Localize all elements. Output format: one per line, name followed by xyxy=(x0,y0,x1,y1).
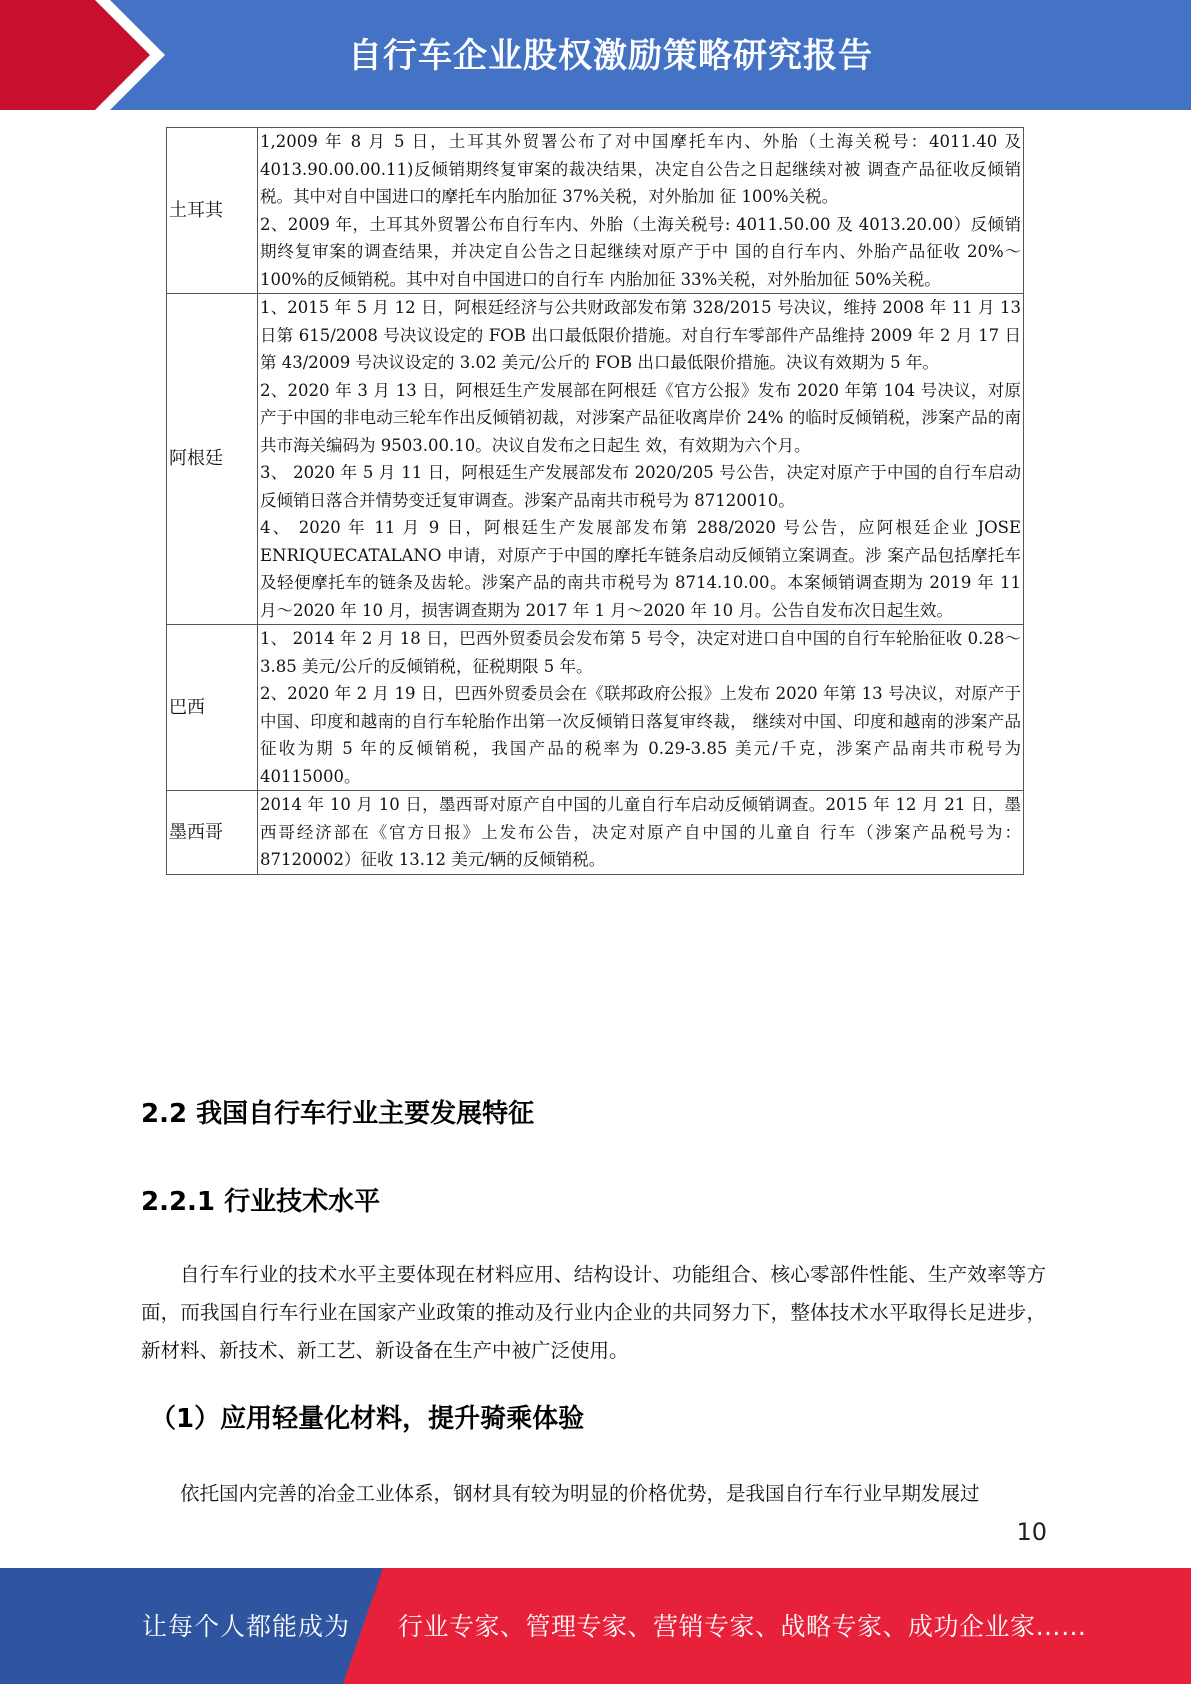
country-cell: 土耳其 xyxy=(167,128,258,294)
measure-paragraph: 1、2015 年 5 月 12 日，阿根廷经济与公共财政部发布第 328/2015 号决议，维持 2008 年 11 月 13 日第 615/2008 号决议设定的 FOB 出口最低限价措施。对自行车零部件产品维持 2009 年 2 月 17 日第 43/2009 号决议设定的 3.02 美元/公斤的 FOB 出口最低限价措施。决议有效期为 5 年。 xyxy=(260,298,1021,372)
country-cell: 巴西 xyxy=(167,625,258,791)
measures-cell xyxy=(258,625,1024,791)
section-heading-2-2: 2.2 我国自行车行业主要发展特征 xyxy=(141,1099,535,1129)
table-row xyxy=(167,625,1024,791)
country-cell: 墨西哥 xyxy=(167,791,258,875)
page-number: 10 xyxy=(1016,1518,1047,1546)
measure-paragraph: 1,2009 年 8 月 5 日，土耳其外贸署公布了对中国摩托车内、外胎（土海关税号：4011.40 及 4013.90.00.00.11)反倾销期终复审案的裁决结果，决定自公告之日起继续对被 调查产品征收反倾销税。其中对自中国进口的摩托车内胎加征 37%关税，对外胎加 征 100%关税。 xyxy=(260,132,1021,206)
measure-paragraph: 2、2020 年 2 月 19 日，巴西外贸委员会在《联邦政府公报》上发布 2020 年第 13 号决议，对原产于中国、印度和越南的自行车轮胎作出第一次反倾销日落复审终裁， 继续对中国、印度和越南的涉案产品征收为期 5 年的反倾销税，我国产品的税率为 0.29-3.85 美元/千克，涉案产品南共市税号为 40115000。 xyxy=(260,684,1021,786)
measure-paragraph: 2、2020 年 3 月 13 日，阿根廷生产发展部在阿根廷《官方公报》发布 2020 年第 104 号决议，对原产于中国的非电动三轮车作出反倾销初裁，对涉案产品征收离岸价 24% 的临时反倾销税，涉案产品的南共市海关编码为 9503.00.10。决议自发布之日起生 效，有效期为六个月。 xyxy=(260,380,1021,455)
measures-cell xyxy=(258,128,1024,294)
subsection-heading-1: （1）应用轻量化材料，提升骑乘体验 xyxy=(150,1404,585,1434)
footer-slogan-right: 行业专家、管理专家、营销专家、战略专家、成功企业家…… xyxy=(398,1612,1087,1641)
measure-paragraph: 2、2009 年，土耳其外贸署公布自行车内、外胎（土海关税号: 4011.50.00 及 4013.20.00）反倾销期终复审案的调查结果，并决定自公告之日起继续对原产于中 国的自行车内、外胎产品征收 20%～100%的反倾销税。其中对自中国进口的自行车 内胎加征 33%关税，对外胎加征 50%关税。 xyxy=(260,214,1021,289)
country-cell: 阿根廷 xyxy=(167,294,258,625)
measure-paragraph: 3、 2020 年 5 月 11 日，阿根廷生产发展部发布 2020/205 号公告，决定对原产于中国的自行车启动反倾销日落合并情势变迁复审调查。涉案产品南共市税号为 87120010。 xyxy=(260,463,1021,510)
measure-paragraph: 1、 2014 年 2 月 18 日，巴西外贸委员会发布第 5 号令，决定对进口自中国的自行车轮胎征收 0.28～3.85 美元/公斤的反倾销税，征税期限 5 年。 xyxy=(260,629,1021,676)
table-row xyxy=(167,128,1024,294)
body-paragraph-tech-level: 自行车行业的技术水平主要体现在材料应用、结构设计、功能组合、核心零部件性能、生产效率等方面，而我国自行车行业在国家产业政策的推动及行业内企业的共同努力下，整体技术水平取得长足进步，新材料、新技术、新工艺、新设备在生产中被广泛使用。 xyxy=(141,1263,1046,1362)
measures-cell xyxy=(258,294,1024,625)
table-row xyxy=(167,791,1024,875)
measure-paragraph: 4、 2020 年 11 月 9 日，阿根廷生产发展部发布第 288/2020 号公告，应阿根廷企业 JOSE ENRIQUECATALANO 申请，对原产于中国的摩托车链条启动反倾销立案调查。涉 案产品包括摩托车及轻便摩托车的链条及齿轮。涉案产品的南共市税号为 8714.10.00。本案倾销调查期为 2019 年 11 月～2020 年 10 月，损害调查期为 2017 年 1 月～2020 年 10 月。公告自发布次日起生效。 xyxy=(260,518,1021,620)
measures-cell xyxy=(258,791,1024,875)
header-title: 自行车企业股权激励策略研究报告 xyxy=(348,36,873,76)
measure-paragraph: 2014 年 10 月 10 日，墨西哥对原产自中国的儿童自行车启动反倾销调查。2015 年 12 月 21 日，墨西哥经济部在《官方日报》上发布公告，决定对原产自中国的儿童自 行车（涉案产品税号为：87120002）征收 13.12 美元/辆的反倾销税。 xyxy=(260,795,1021,869)
table-row xyxy=(167,294,1024,625)
page-footer xyxy=(0,1568,1191,1684)
body-paragraph-materials: 依托国内完善的冶金工业体系，钢材具有较为明显的价格优势，是我国自行车行业早期发展过 xyxy=(180,1482,980,1505)
page-header xyxy=(0,0,1191,110)
footer-slogan-left: 让每个人都能成为 xyxy=(142,1612,351,1641)
section-heading-2-2-1: 2.2.1 行业技术水平 xyxy=(141,1187,381,1217)
anti-dumping-table xyxy=(166,127,1024,875)
